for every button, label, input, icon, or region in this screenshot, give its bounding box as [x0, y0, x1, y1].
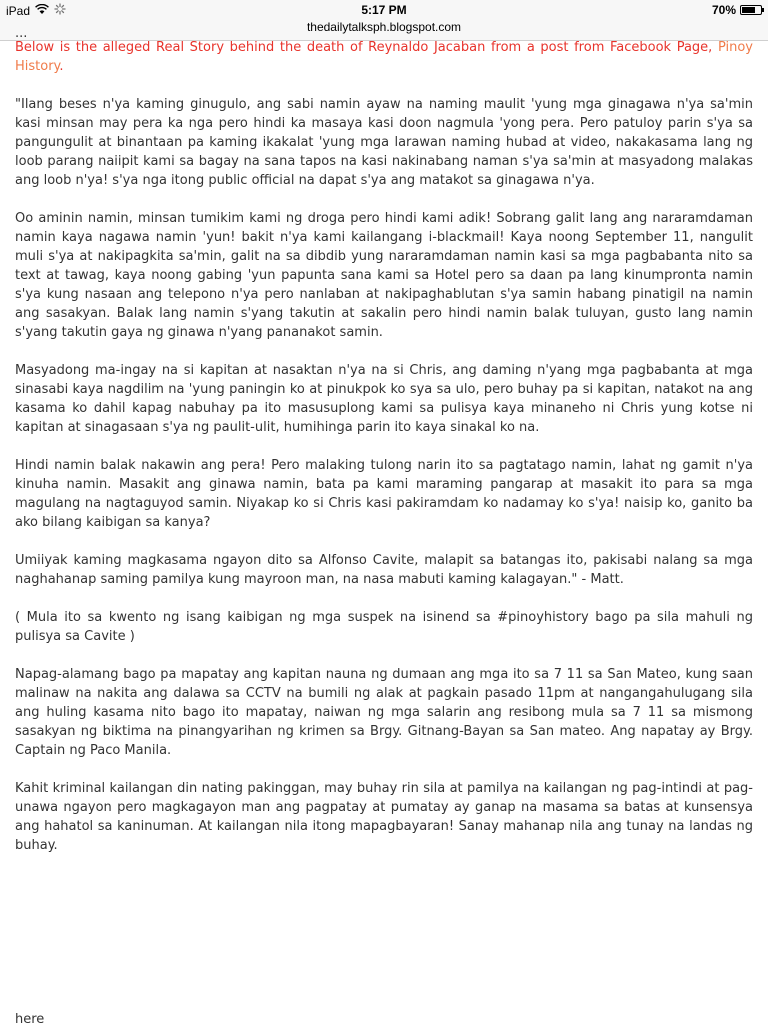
intro-end: . — [59, 59, 64, 74]
battery-percent: 70% — [711, 3, 736, 17]
paragraph-5: Umiiyak kaming magkasama ngayon dito sa Alfonso Cavite, malapit sa batangas ito, pakisabi nalang sa mga naghahanap saming pamilya kung mayroon man, na nasa mabuti kaming kalagayan." - Matt. — [15, 553, 753, 587]
intro-text: Below is the alleged Real Story behind the death of Reynaldo Jacaban from a post from Facebook Page, — [15, 40, 718, 55]
partial-text-bottom: here — [15, 1012, 45, 1027]
paragraph-2: Oo aminin namin, minsan tumikim kami ng droga pero hindi kami adik! Sobrang galit lang ang nararamdaman namin kaya nagawa namin 'yun! bakit n'ya kami kailangang i-blackmail! Kaya noong September 11, nangulit muli s'ya at nakipagkita sa'min, galit na sa dibdib yung nararamdaman namin kasi sa mga pagbabanta nito sa text at tawag, kaya noong gabing 'yun papunta sana kami sa Hotel pero sa daan pa lang kinumpronta namin s'ya kung nasaan ang telepono n'ya pero nanlaban at nakipaghablutan s'ya samin habang pinatigil na namin ang sasakyan. Balak lang namin s'yang takutin at sakalin pero hindi namin balak tuluyan, gusto lang namin s'yang takutin gaya ng ginawa n'yang pananakot samin. — [15, 211, 753, 340]
paragraph-1: "Ilang beses n'ya kaming ginugulo, ang sabi namin ayaw na naming maulit 'yung mga ginagawa n'ya sa'min kasi minsan may pera ka nga pero hindi ka masaya kasi doon nagmula 'yong pera. Pero patuloy parin s'ya sa pangungulit at binantaan pa kaming ikakalat 'yung mga larawan naming hubad at video, nakakasama lang ng loob parang naiipit kami sa bagay na sana tapos na kasi nakinabang naman s'ya sa'min at masyadong malakas ang loob n'ya! s'ya nga itong public official na dapat s'ya ang matakot sa ginagawa n'ya. — [15, 97, 753, 188]
paragraph-8: Kahit kriminal kailangan din nating pakinggan, may buhay rin sila at pamilya na kailangan ng pag-intindi at pag-unawa ngayon pero magkagayon man ang pagpatay at pumatay ay ganap na masama sa batas at kunsensya ang hahatol sa kaninuman. At kailangan nila itong mapagbayaran! Sanay mahanap nila ang tunay na landas ng buhay. — [15, 781, 753, 853]
pinoy-history-link[interactable]: Pinoy History — [15, 40, 753, 74]
paragraph-7: Napag-alamang bago pa mapatay ang kapitan nauna ng dumaan ang mga ito sa 7 11 sa San Mateo, kung saan malinaw na nakita ang dalawa sa CCTV na bumili ng alak at pagkain pasado 11pm at nangangahulugang sila ang huling kasama nito bago ito mapatay, naiwan ng mga salarin ang resibong mula sa 7 11 sa mismong sasakyan ng biktima na pinangyarihan ng krimen sa Brgy. Gitnang-Bayan sa San mateo. Ang napatay ay Brgy. Captain ng Paco Manila. — [15, 667, 753, 758]
paragraph-4: Hindi namin balak nakawin ang pera! Pero malaking tulong narin ito sa pagtatago namin, lahat ng gamit n'ya kinuha namin. Masakit ang ginawa namin, bata pa kami maraming pangarap at masakit ito para sa mga magulang na nagtaguyod samin. Niyakap ko si Chris kasi pakiramdam ko nadamay ko s'ya! naisip ko, ganito ba ako bilang kaibigan sa kanya? — [15, 458, 753, 530]
status-bar — [0, 0, 768, 20]
intro-paragraph — [15, 38, 753, 76]
battery-icon — [740, 5, 762, 15]
partial-text-top: ... — [15, 26, 28, 41]
clock: 5:17 PM — [361, 3, 407, 17]
paragraph-3: Masyadong ma-ingay na si kapitan at nasaktan n'ya na si Chris, ang daming n'yang mga pagbabanta at mga sinasabi kaya nagdilim na 'yung paningin ko at pinukpok ko sya sa ulo, pero buhay pa si kapitan, natakot na ang kasama ko dahil kapag nabuhay pa ito masusuplong kami sa pulisya kaya minaneho ni Chris yung kotse ni kapitan at sinagasaan s'ya ng paulit-ulit, humihinga parin ito kaya sinakal ko na. — [15, 363, 753, 435]
url-text[interactable]: thedailytalksph.blogspot.com — [306, 20, 462, 34]
paragraph-6: ( Mula ito sa kwento ng isang kaibigan ng mga suspek na isinend sa #pinoyhistory bago pa sila mahuli ng pulisya sa Cavite ) — [15, 610, 753, 644]
device-name: iPad — [6, 3, 31, 18]
status-right — [712, 3, 762, 17]
